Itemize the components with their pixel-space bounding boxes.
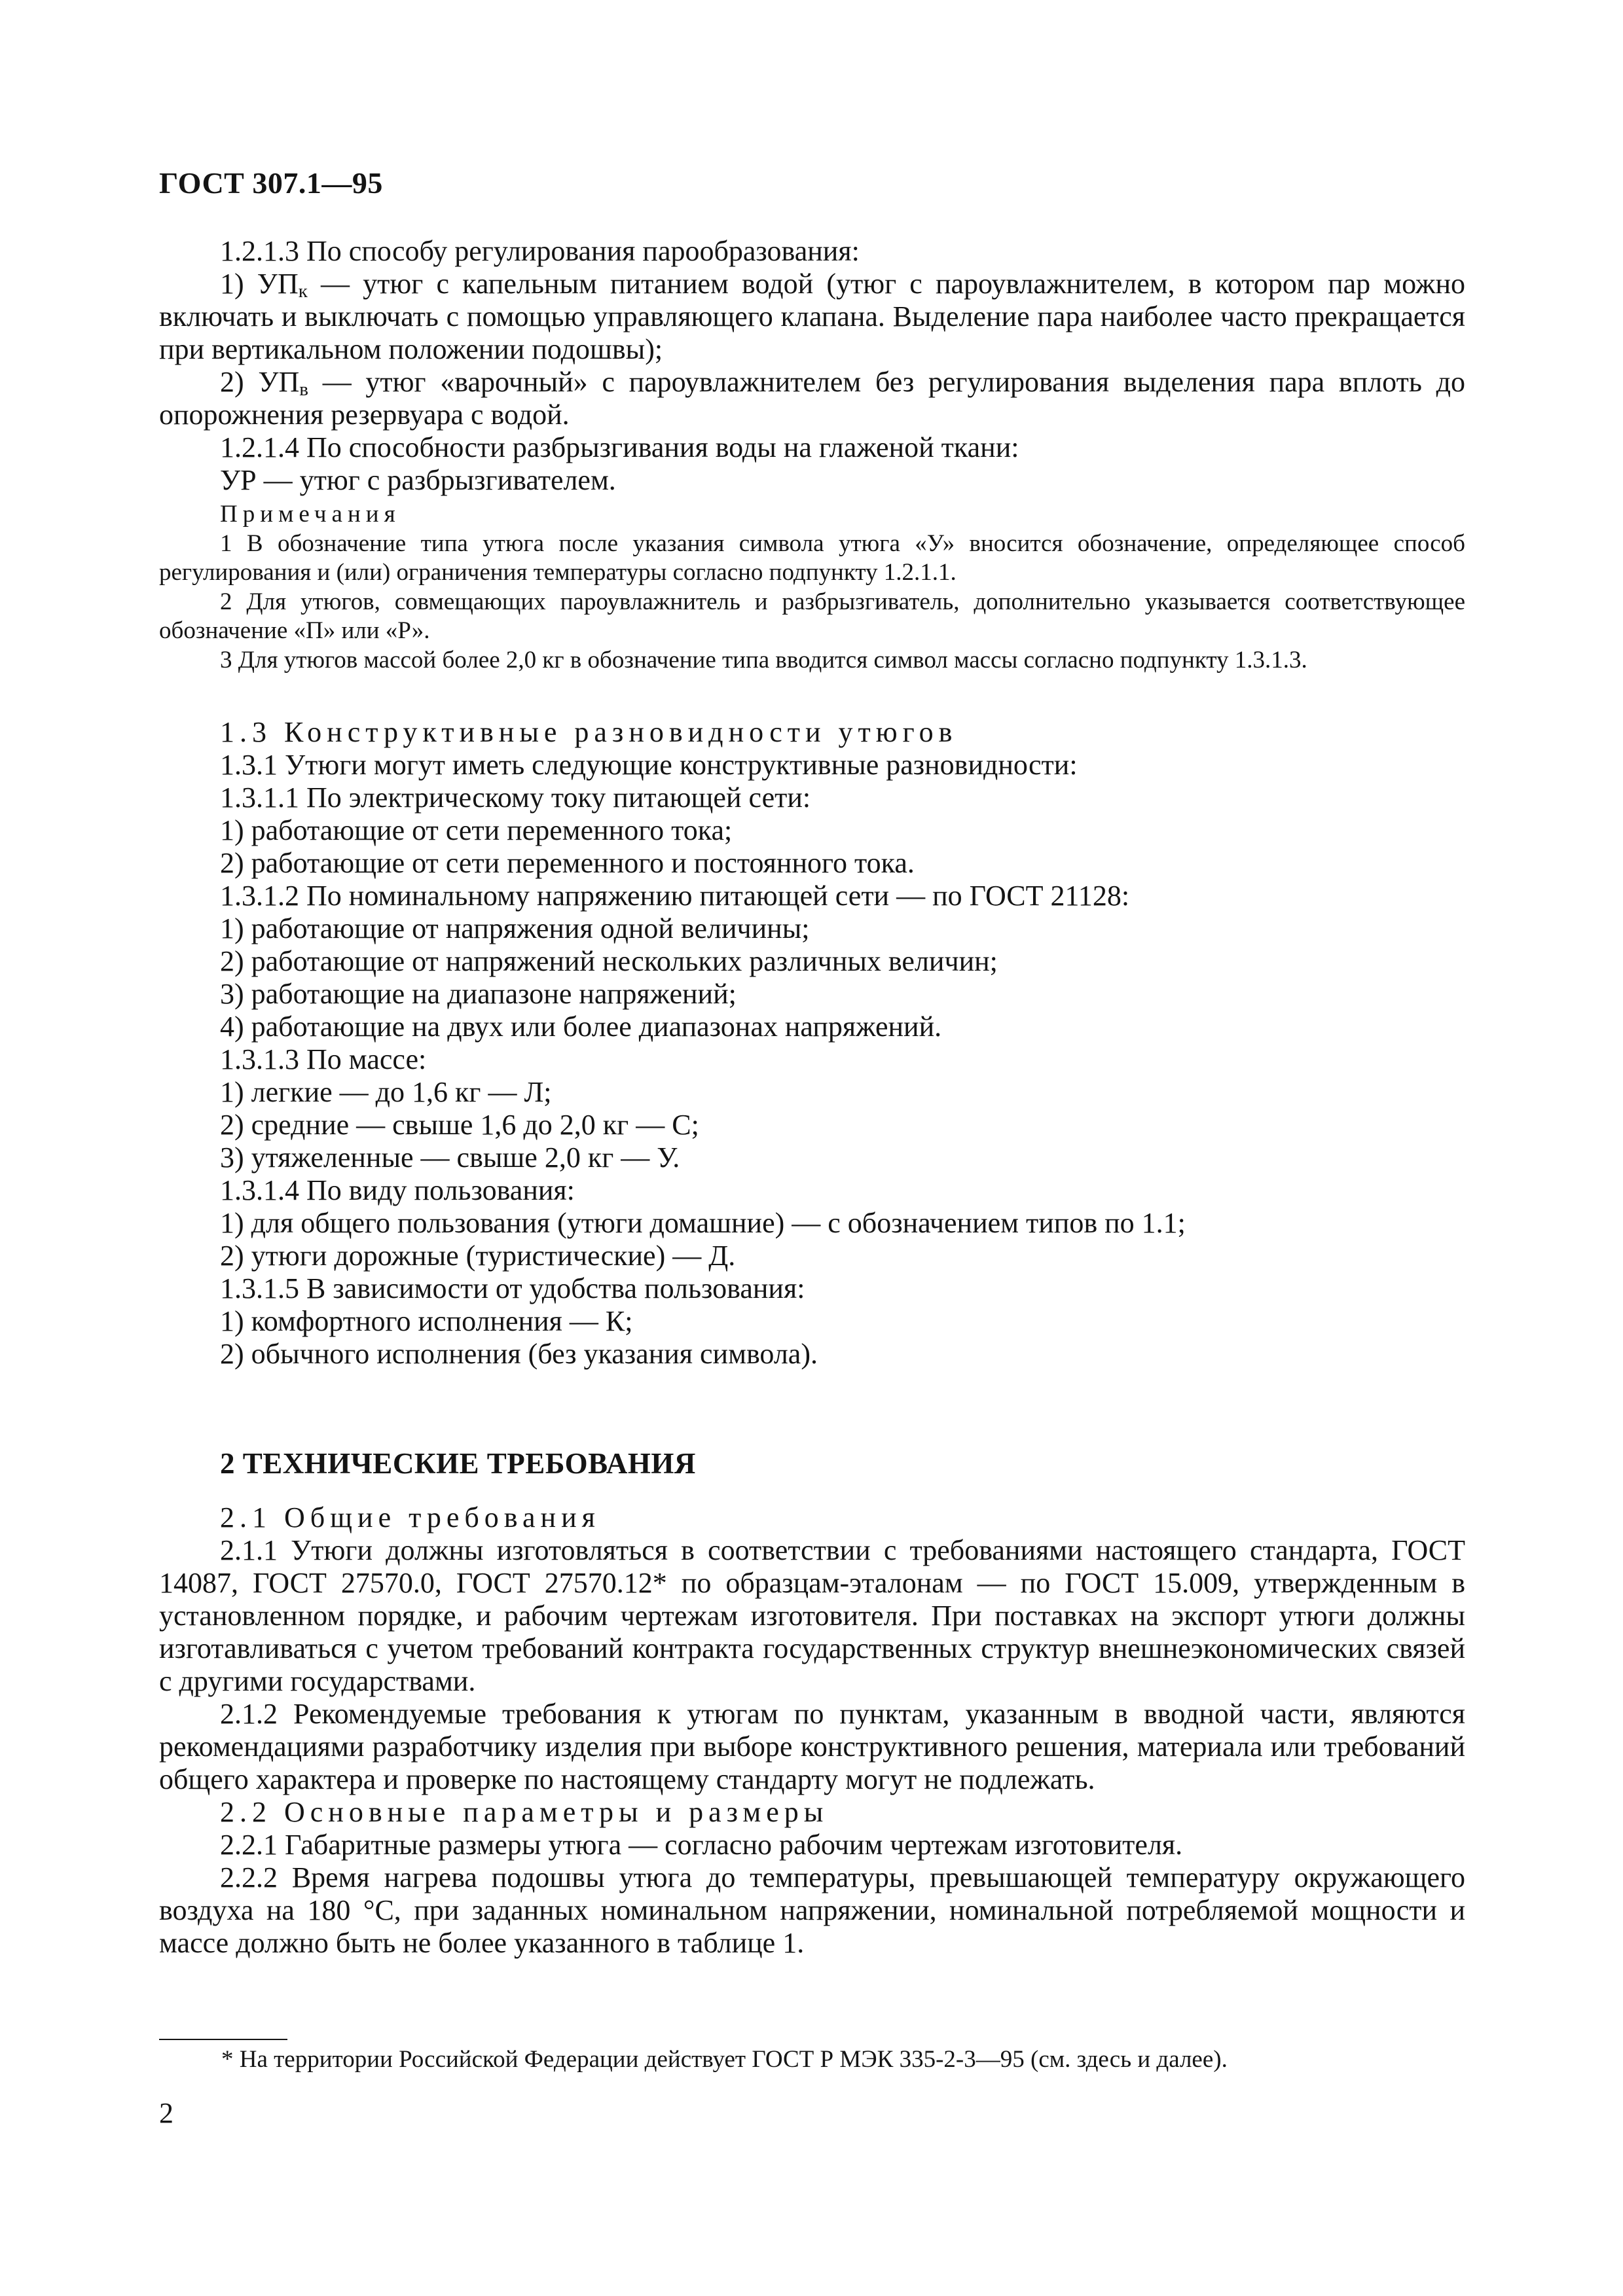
clause-2-2-1: 2.2.1 Габаритные размеры утюга — согласно рабочим чертежам изготовителя. [220, 1829, 1183, 1861]
document-header: ГОСТ 307.1—95 [159, 166, 383, 200]
clause-1-2-1-3-heading: 1.2.1.3 По способу регулирования парообразования: [220, 235, 860, 267]
footnote: * На территории Российской Федерации действует ГОСТ Р МЭК 335-2-3—95 (см. здесь и далее). [221, 2046, 1228, 2073]
document-body [159, 235, 1465, 1960]
notes-block [159, 500, 1465, 675]
footnote-divider [159, 2039, 287, 2040]
section-1-3-line: 1) комфортного исполнения — К; [220, 1305, 633, 1337]
section-1-3-line: 1) для общего пользования (утюги домашние) — с обозначением типов по 1.1; [220, 1207, 1186, 1239]
clause-1-2-1-3-item-1: 1) $УП_к$ — утюг с капельным питанием водой (утюг с пароувлажнителем, в котором пар можно включать и выключать с помощью управляющего клапана. Выделение пара наиболее часто прекращается при вертикальном положении подошвы); [159, 268, 1466, 365]
section-1-3-line: 1.3.1.4 По виду пользования: [220, 1174, 575, 1206]
section-1-3-line: 1) работающие от сети переменного тока; [220, 814, 733, 846]
section-1-3-line: 1) работающие от напряжения одной величины; [220, 912, 810, 944]
page-number: 2 [159, 2097, 173, 2129]
section-1-3-line: 1.3.1.2 По номинальному напряжению питающей сети — по ГОСТ 21128: [220, 880, 1130, 912]
section-1-3-line: 1.3.1.3 По массе: [220, 1043, 427, 1075]
section-1-3-line: 2) средние — свыше 1,6 до 2,0 кг — С; [220, 1109, 699, 1141]
section-1-3-title: 1.3 Конструктивные разновидности утюгов [220, 716, 958, 748]
section-2-2-title: 2.2 Основные параметры и размеры [220, 1796, 829, 1828]
section-1-3-line: 1.3.1.5 В зависимости от удобства пользования: [220, 1272, 805, 1304]
section-1-3-line: 1.3.1.1 По электрическому току питающей сети: [220, 781, 811, 814]
section-1-3-line: 3) работающие на диапазоне напряжений; [220, 978, 737, 1010]
section-2-1-title: 2.1 Общие требования [220, 1501, 600, 1534]
clause-1-2-1-4-item: УР — утюг с разбрызгивателем. [220, 464, 616, 496]
section-1-3-line: 2) работающие от напряжений нескольких различных величин; [220, 945, 998, 977]
clause-2-1-1: 2.1.1 Утюги должны изготовляться в соответствии с требованиями настоящего стандарта, ГОСТ 14087, ГОСТ 27570.0, ГОСТ 27570.12* по образцам-эталонам — по ГОСТ 15.009, утвержденным в установленном порядке, и рабочим чертежам изготовителя. При поставках на экспорт утюги должны изготавливаться с учетом требований контракта государственных структур внешнеэкономических связей с другими государствами. [159, 1534, 1465, 1697]
section-1-3-line: 3) утяжеленные — свыше 2,0 кг — У. [220, 1141, 680, 1174]
clause-2-2-2: 2.2.2 Время нагрева подошвы утюга до температуры, превышающей температуру окружающего воздуха на 180 °С, при заданных номинальном напряжении, номинальной потребляемой мощности и массе должно быть не более указанного в таблице 1. [159, 1861, 1465, 1959]
note-item-1: 1 В обозначение типа утюга после указания символа утюга «У» вносится обозначение, определяющее способ регулирования и (или) ограничения температуры согласно подпункту 1.2.1.1. [159, 529, 1465, 586]
section-1-3-line: 2) утюги дорожные (туристические) — Д. [220, 1240, 736, 1272]
clause-2-1-2: 2.1.2 Рекомендуемые требования к утюгам по пунктам, указанным в вводной части, являются рекомендациями разработчику изделия при выборе конструктивного решения, материала или требований общего характера и проверке по настоящему стандарту могут не подлежать. [159, 1698, 1465, 1795]
note-item-2: 2 Для утюгов, совмещающих пароувлажнитель и разбрызгиватель, дополнительно указывается соответствующее обозначение «П» или «Р». [159, 588, 1465, 644]
section-2-title: 2 ТЕХНИЧЕСКИЕ ТРЕБОВАНИЯ [220, 1447, 696, 1480]
clause-1-2-1-3-item-2: 2) $УП_в$ — утюг «варочный» с пароувлажнителем без регулирования выделения пара вплоть до опорожнения резервуара с водой. [159, 366, 1465, 431]
section-1-3-line: 1) легкие — до 1,6 кг — Л; [220, 1076, 552, 1108]
section-1-3-line: 2) работающие от сети переменного и постоянного тока. [220, 847, 915, 879]
section-1-3-line: 1.3.1 Утюги могут иметь следующие конструктивные разновидности: [220, 749, 1078, 781]
notes-title: Примечания [220, 501, 401, 528]
section-1-3-line: 2) обычного исполнения (без указания символа). [220, 1338, 818, 1370]
section-1-3-line: 4) работающие на двух или более диапазонах напряжений. [220, 1011, 942, 1043]
clause-1-2-1-4-heading: 1.2.1.4 По способности разбрызгивания воды на глаженой ткани: [220, 431, 1019, 463]
note-item-3: 3 Для утюгов массой более 2,0 кг в обозначение типа вводится символ массы согласно подпункту 1.3.1.3. [220, 646, 1307, 673]
